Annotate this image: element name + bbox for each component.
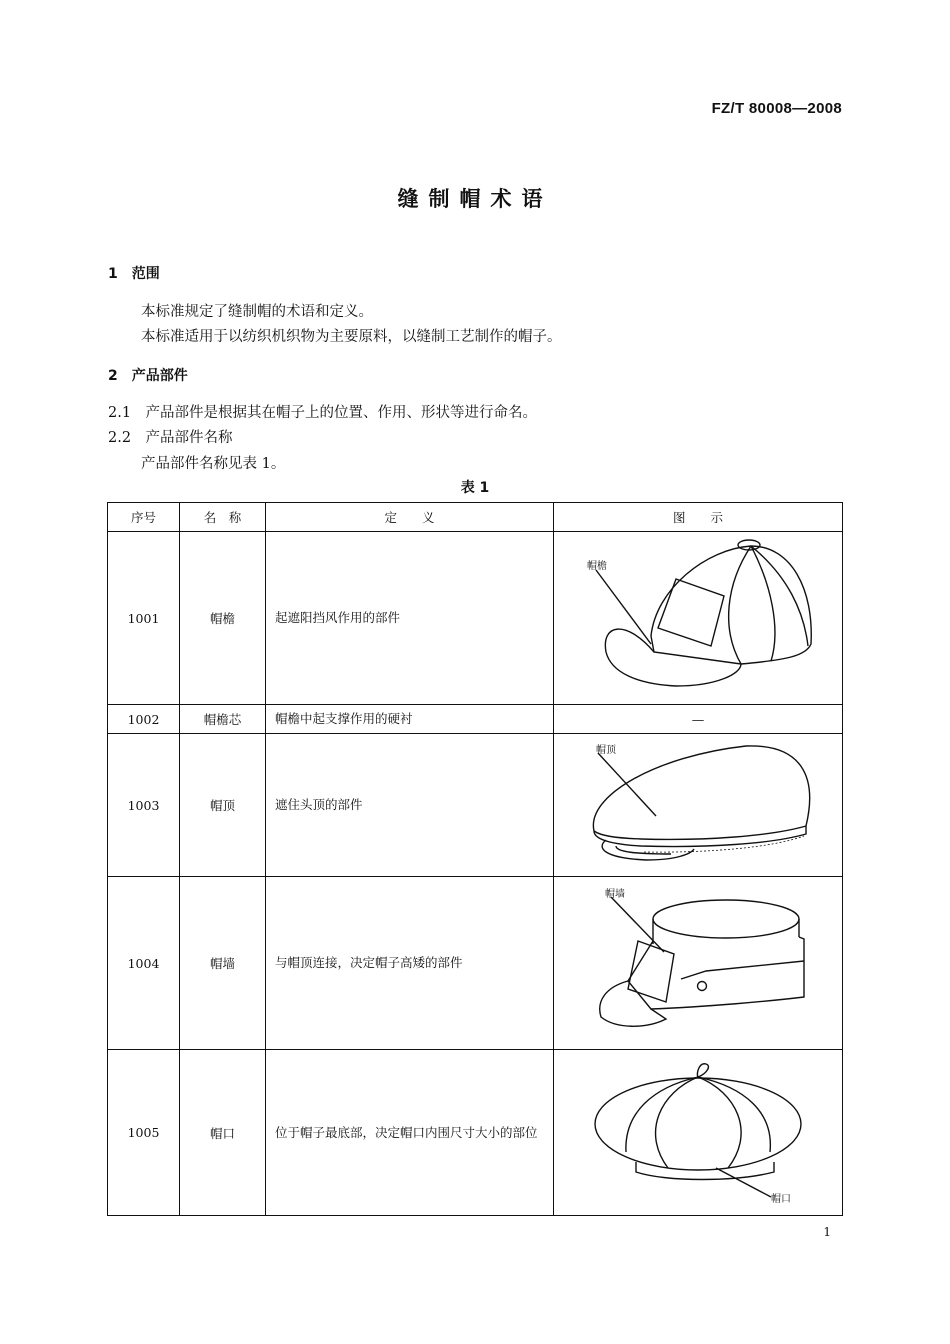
row-no: 1001 [108,532,180,705]
row-name: 帽檐 [180,532,266,705]
section-2-2: 2.2 产品部件名称 [108,430,233,446]
section-2-heading: 2 产品部件 [108,368,188,384]
row-name: 帽檐芯 [180,705,266,734]
section-2-1: 2.1 产品部件是根据其在帽子上的位置、作用、形状等进行命名。 [108,405,538,421]
row-figure [554,532,843,705]
section-2-2-paragraph: 产品部件名称见表 1。 [141,456,286,472]
figure-label-opening: 帽口 [770,1193,791,1205]
row-name: 帽墙 [180,877,266,1050]
row-definition: 起遮阳挡风作用的部件 [266,532,554,705]
figure-label-band: 帽墙 [604,889,625,900]
row-definition: 遮住头顶的部件 [266,734,554,877]
table-row [108,705,843,734]
header-name: 名 称 [180,503,266,532]
header-definition: 定 义 [266,503,554,532]
table-row [108,734,843,877]
row-figure [554,734,843,877]
section-1-paragraph-2: 本标准适用于以纺织机织物为主要原料，以缝制工艺制作的帽子。 [141,329,562,345]
row-no: 1002 [108,705,180,734]
table-row [108,532,843,705]
band-cap-figure [556,879,841,1047]
header-figure: 图 示 [554,503,843,532]
row-definition: 与帽顶连接，决定帽子高矮的部件 [266,877,554,1050]
section-1-heading: 1 范围 [108,266,160,282]
row-definition: 位于帽子最底部，决定帽口内围尺寸大小的部位 [266,1050,554,1216]
table-row [108,1050,843,1216]
figure-label-brim: 帽檐 [586,561,607,572]
header-no: 序号 [108,503,180,532]
standard-code: FZ/T 80008—2008 [711,100,842,117]
table-caption: 表 1 [460,480,490,496]
row-definition: 帽檐中起支撑作用的硬衬 [266,705,554,734]
row-name: 帽口 [180,1050,266,1216]
section-1-paragraph-1: 本标准规定了缝制帽的术语和定义。 [141,304,373,320]
row-figure-text: — [554,705,843,734]
table-row [108,877,843,1050]
beret-figure [556,1052,841,1214]
page-number: 1 [823,1225,831,1239]
flat-cap-figure [556,736,841,874]
baseball-cap-figure [556,534,841,702]
row-no: 1003 [108,734,180,877]
row-no: 1004 [108,877,180,1050]
row-no: 1005 [108,1050,180,1216]
table-header-row [108,503,843,532]
row-figure [554,877,843,1050]
document-title: 缝制帽术语 [397,187,553,211]
figure-label-crown: 帽顶 [595,745,616,756]
terms-table [107,502,843,1216]
row-name: 帽顶 [180,734,266,877]
row-figure [554,1050,843,1216]
